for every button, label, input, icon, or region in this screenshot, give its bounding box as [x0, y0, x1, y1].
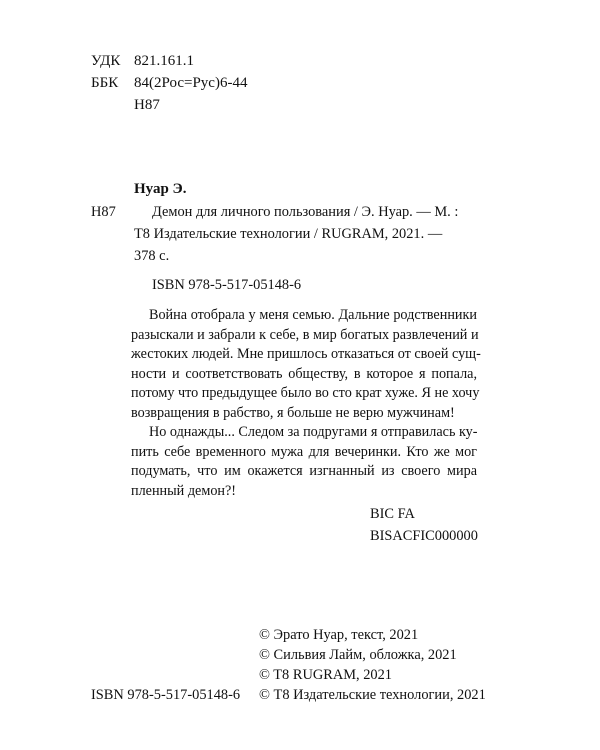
- author-name: Нуар Э.: [134, 181, 187, 197]
- bbk-value: 84(2Рос=Рус)6-44: [134, 75, 248, 91]
- annotation: [131, 306, 481, 501]
- annotation-line: жестоких людей. Мне пришлось отказаться от своей сущ-: [131, 346, 481, 362]
- annotation-line: Война отобрала у меня семью. Дальние родственники: [149, 307, 477, 323]
- bbk-label: ББК: [91, 75, 119, 91]
- title-line-1: Демон для личного пользования / Э. Нуар. — М. :: [152, 204, 459, 220]
- author-sign-top: Н87: [134, 97, 160, 113]
- copyright-line: © Т8 Издательские технологии, 2021: [259, 687, 486, 703]
- author-sign: Н87: [91, 204, 116, 220]
- isbn-bottom: ISBN 978-5-517-05148-6: [91, 687, 241, 703]
- annotation-line: подумать, что им окажется изгнанный из своего мира: [131, 463, 477, 479]
- title-line-3: 378 с.: [134, 248, 170, 264]
- title-line-2: Т8 Издательские технологии / RUGRAM, 2021. —: [134, 226, 443, 242]
- bic-code: BIC FA: [370, 506, 415, 522]
- udk-label: УДК: [91, 53, 121, 69]
- annotation-line: потому что предыдущее было во сто крат хуже. Я не хочу: [131, 385, 480, 401]
- udk-value: 821.161.1: [134, 53, 194, 69]
- copyright-line: © Сильвия Лайм, обложка, 2021: [259, 647, 457, 663]
- copyright-line: © T8 RUGRAM, 2021: [259, 667, 393, 683]
- copyright-line: © Эрато Нуар, текст, 2021: [259, 627, 419, 643]
- annotation-line: возвращения в рабство, я больше не верю мужчинам!: [131, 404, 455, 421]
- bisac-code: BISACFIC000000: [370, 528, 478, 544]
- annotation-line: ности и соответствовать обществу, в которое я попала,: [131, 365, 477, 382]
- annotation-line: разыскали и забрали к себе, в мир богатых развлечений и: [131, 326, 479, 343]
- isbn-record: ISBN 978-5-517-05148-6: [152, 277, 302, 293]
- annotation-line: пить себе временного мужа для вечеринки. Кто же мог: [131, 443, 477, 460]
- annotation-line: пленный демон?!: [131, 482, 237, 499]
- annotation-line: Но однажды... Следом за подругами я отправилась ку-: [149, 424, 478, 440]
